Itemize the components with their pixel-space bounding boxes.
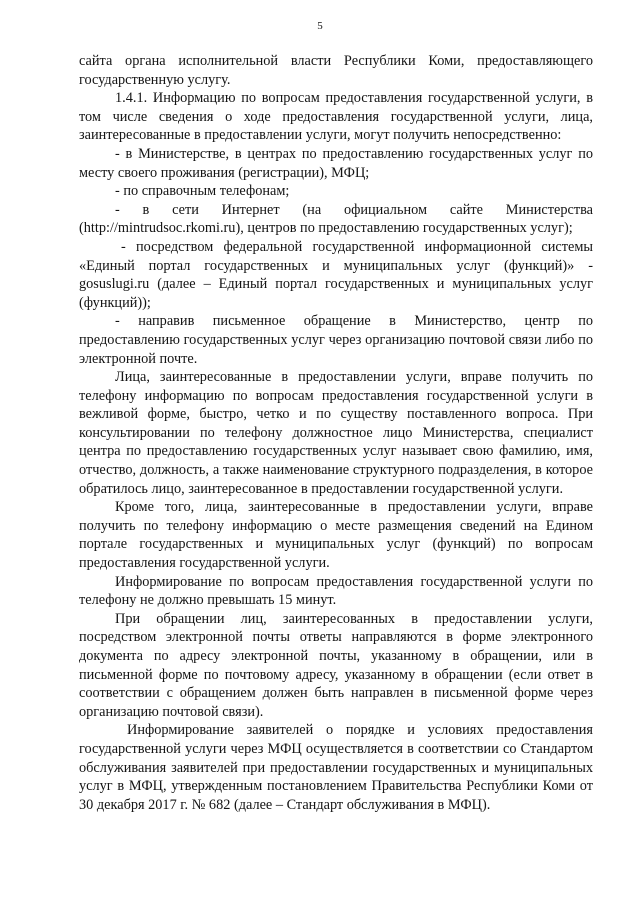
list-item-ministry: - в Министерстве, в центрах по предоставлению государственных услуг по месту своего проживания (регистрации), МФЦ; [79, 145, 593, 181]
paragraph-phone-info: Лица, заинтересованные в предоставлении услуги, вправе получить по телефону информацию по вопросам предоставления государственной услуги в вежливой форме, быстро, четко и по существу поставленного вопроса. При консультировании по телефону должностное лицо Министерства, специалист центра по предоставлению государственных услуг называет свою фамилию, имя, отчество, должность, а также наименование структурного подразделения, в которое обратилось лицо, заинтересованное в предоставлении государственной услуги. [79, 369, 593, 497]
paragraph-portal-info: Кроме того, лица, заинтересованные в предоставлении услуги, вправе получить по телефону информацию о месте размещения сведений на Едином портале государственных и муниципальных услуг (функций) по вопросам предоставления государственной услуги. [79, 499, 593, 572]
paragraph-mfc-standard: Информирование заявителей о порядке и условиях предоставления государственной услуги через МФЦ осуществляется в соответствии со Стандартом обслуживания заявителей при предоставлении государственных и муниципальных услуг в МФЦ, утвержденным постановлением Правительства Республики Коми от 30 декабря 2017 г. № 682 (далее – Стандарт обслуживания в МФЦ). [79, 722, 593, 813]
paragraph-continuation: сайта органа исполнительной власти Республики Коми, предоставляющего государственную услугу. [79, 53, 593, 88]
list-item-phones: - по справочным телефонам; [115, 183, 290, 200]
list-item-internet: - в сети Интернет (на официальном сайте Министерства (http://mintrudsoc.rkomi.ru), центров по предоставлению государственных услуг); [79, 201, 593, 237]
paragraph-email-replies: При обращении лиц, заинтересованных в предоставлении услуги, посредством электронной почты ответы направляются в форме электронного документа по адресу электронной почты, указанному в обращении, или в письменной форме по почтовому адресу, указанному в обращении (если ответ в соответствии с обращением должен быть направлен в письменной форме через организацию почтовой связи). [79, 610, 593, 720]
page-number: 5 [317, 20, 323, 32]
paragraph-phone-duration: Информирование по вопросам предоставления государственной услуги по телефону не должно превышать 15 минут. [79, 573, 593, 609]
list-item-written-appeal: - направив письменное обращение в Министерство, центр по предоставлению государственных услуг через организацию почтовой связи либо по электронной почте. [79, 313, 593, 367]
document-body [79, 52, 593, 814]
paragraph-1-4-1: 1.4.1. Информацию по вопросам предоставления государственной услуги, в том числе сведения о ходе предоставления государственной услуги, лица, заинтересованные в предоставлении услуги, могут получить непосредственно: [79, 90, 593, 144]
list-item-portal: - посредством федеральной государственной информационной системы «Единый портал государственных и муниципальных услуг (функций)» - gosuslugi.ru (далее – Единый портал государственных и муниципальных услуг (функций)); [79, 238, 593, 311]
